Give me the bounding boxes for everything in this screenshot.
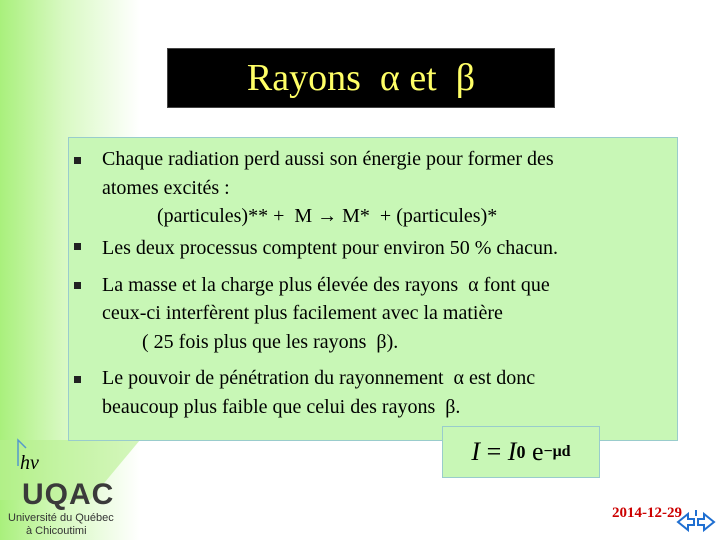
content-line: Le pouvoir de pénétration du rayonnement α est donc xyxy=(102,367,536,389)
slide-title: Rayons α et β xyxy=(246,57,476,99)
formula-I0: I xyxy=(507,437,517,466)
content-line: ( 25 fois plus que les rayons β). xyxy=(102,331,399,353)
logo-subtitle-1: Université du Québec xyxy=(8,512,114,524)
content-line: beaucoup plus faible que celui des rayons β. xyxy=(102,396,461,418)
formula-sub0: 0 xyxy=(516,441,526,462)
uqac-logo xyxy=(8,478,128,540)
formula-e: e xyxy=(525,437,544,466)
content-line: Chaque radiation perd aussi son énergie pour former des xyxy=(102,148,554,170)
formula-I: I xyxy=(471,437,481,466)
content-line: ceux-ci interfèrent plus facilement avec la matière xyxy=(102,302,503,324)
content-line: (particules)** + M → M* + (particules)* xyxy=(102,205,498,227)
logo-subtitle-2: à Chicoutimi xyxy=(26,525,87,537)
attenuation-formula xyxy=(442,426,600,478)
formula-equals: = xyxy=(480,437,508,466)
bullet-square-icon xyxy=(74,376,81,383)
hv-label: hν xyxy=(20,452,39,474)
slide-title-box xyxy=(167,48,555,108)
logo-text: UQAC xyxy=(22,478,115,511)
content-line: Les deux processus comptent pour environ 50 % chacun. xyxy=(102,237,558,259)
content-line: La masse et la charge plus élevée des rayons α font que xyxy=(102,274,550,296)
formula-exponent: −μd xyxy=(543,443,571,460)
bullet-square-icon xyxy=(74,157,81,164)
bullet-square-icon xyxy=(74,282,81,289)
slide-date: 2014-12-29 xyxy=(612,505,682,521)
navigation-arrows-icon[interactable] xyxy=(676,508,716,536)
content-line: atomes excités : xyxy=(102,177,230,199)
bullet-square-icon xyxy=(74,243,81,250)
